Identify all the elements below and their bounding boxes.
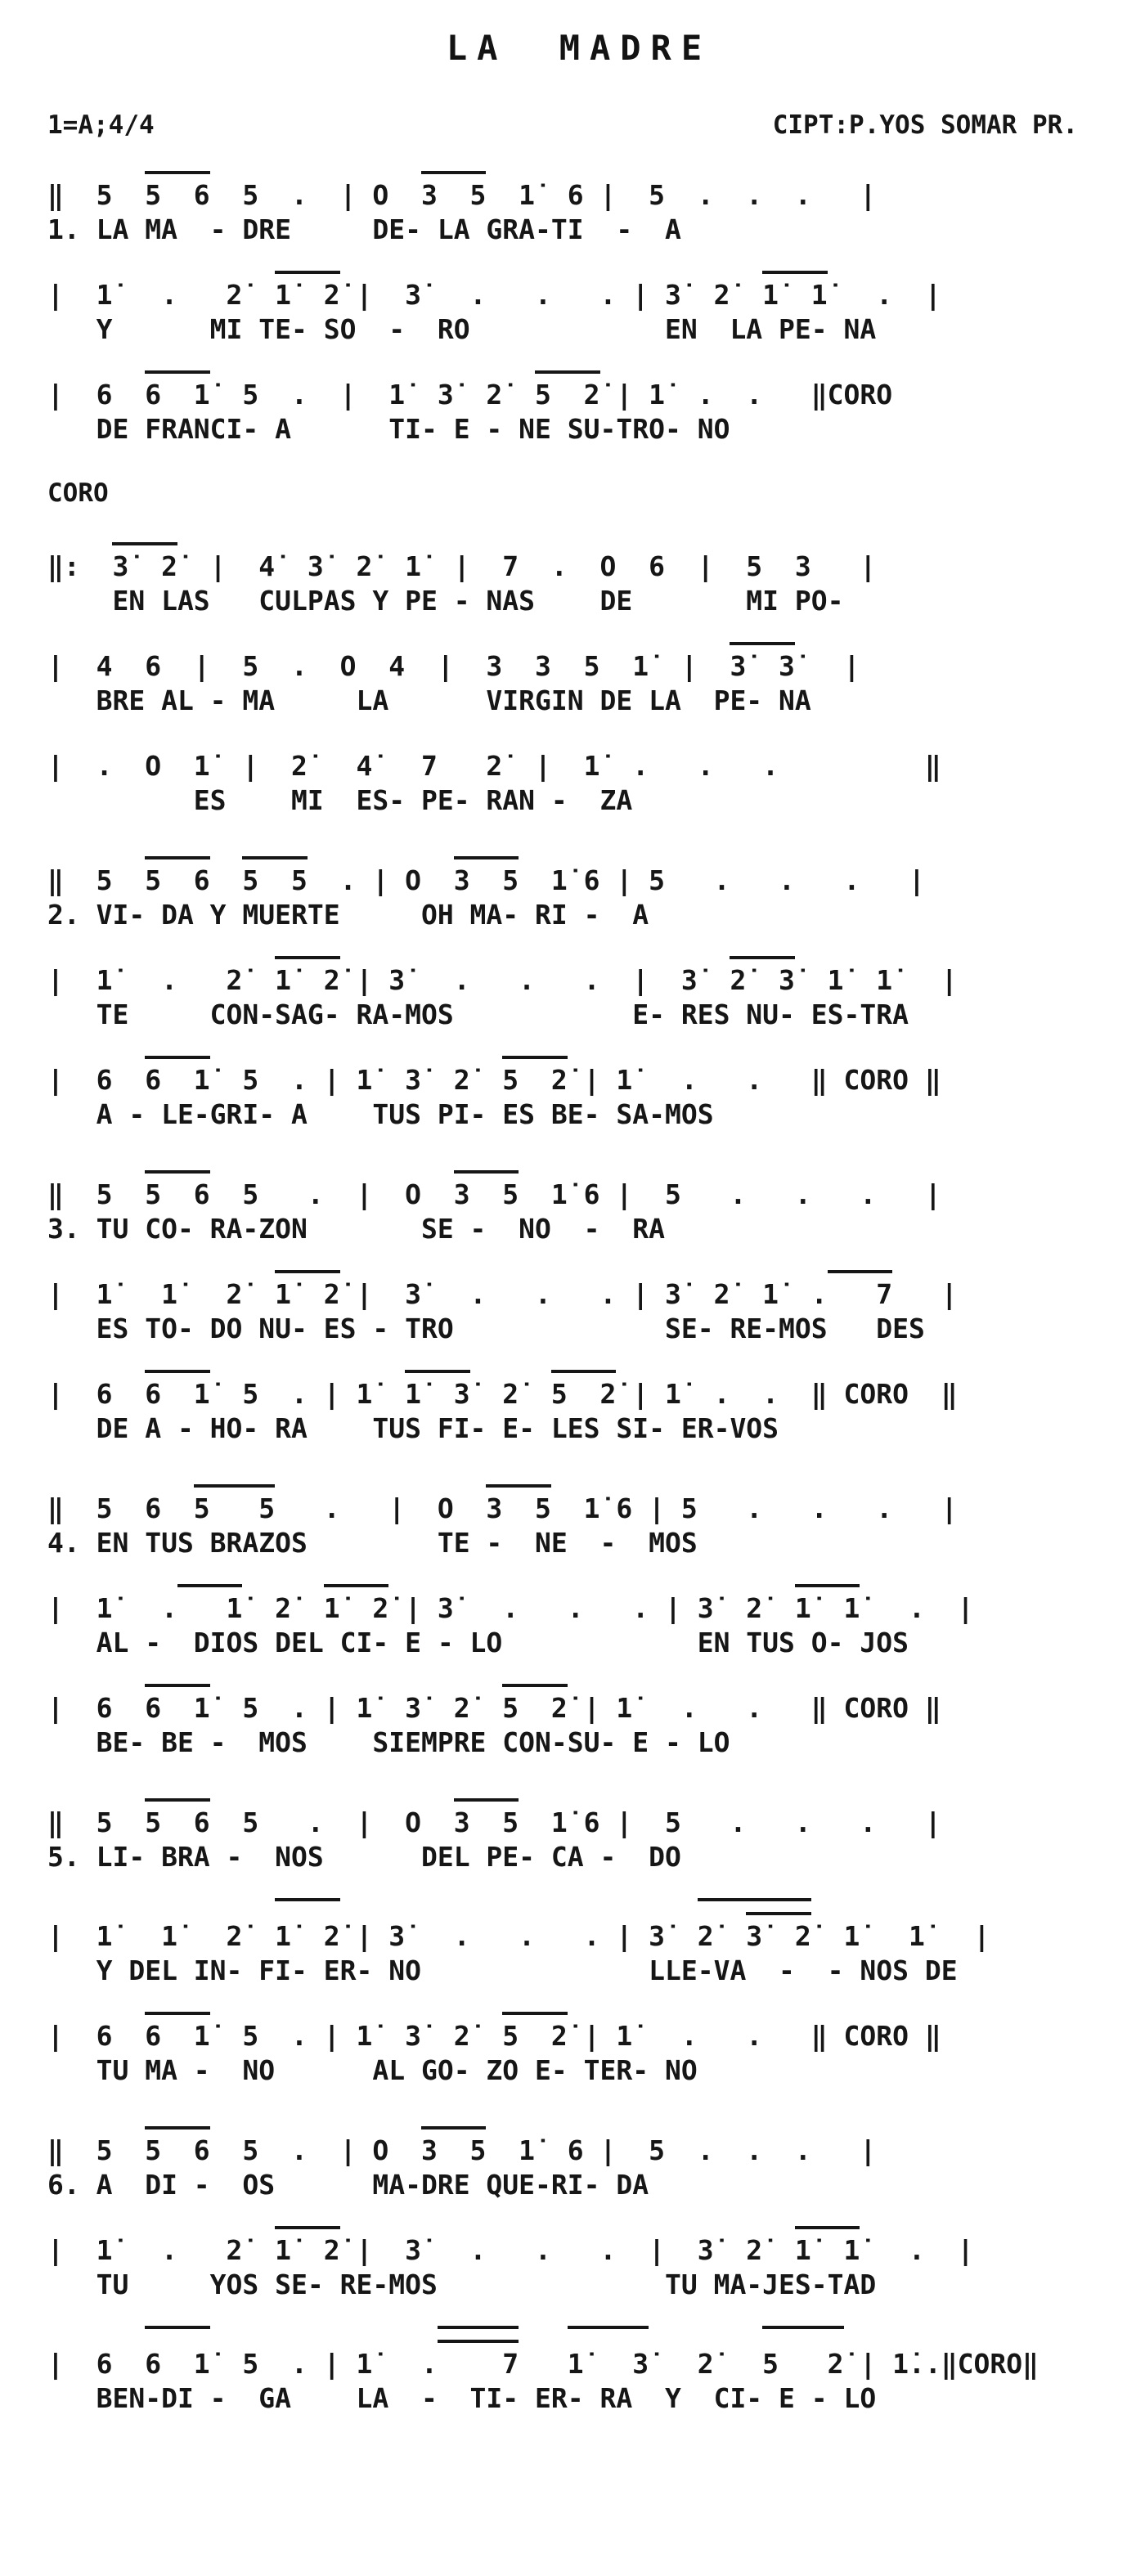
beam-row [47,536,1111,550]
notes-row: | 1̇ 1̇ 2̇ 1̇ 2̇ | 3̇ . . . | 3̇ 2̇ 3̇ 2̇ 1̇ 1̇ | [47,1920,990,1952]
beam-row [47,635,1111,649]
lyrics-row: 3. TU CO- RA-ZON SE - NO - RA [47,1213,665,1245]
verse-6-system-2 [47,2219,1111,2301]
lyrics-row: AL - DIOS DEL CI- E - LO EN TUS O- JOS [47,1627,909,1658]
beam-row [47,1049,1111,1063]
beam-line [828,1263,892,1273]
beam-line [177,1577,242,1587]
notes-row: | . O 1̇ | 2̇ 4̇ 7 2̇ | 1̇ . . . ‖ [47,750,941,782]
beam-row [47,2219,1111,2233]
lyrics-row: Y MI TE- SO - RO EN LA PE- NA [47,313,877,345]
beam-line [112,536,177,545]
verse-3-system-2 [47,1263,1111,1345]
beam-line [145,1677,209,1687]
notes-row: ‖ 5 5 6 5 . | O 3 5 1̇ 6 | 5 . . . | [47,1178,941,1210]
beam-row [47,264,1111,278]
beam-line [145,2120,209,2129]
verse-2 [47,850,1111,1131]
verse-2-system-1 [47,850,1111,931]
beam-line [145,164,209,174]
beam-line [438,2333,519,2343]
beam-line [454,1792,519,1802]
notes-row: | 6 6 1̇ 5 . | 1̇ 3̇ 2̇ 5 2̇ | 1̇ . . ‖CORO [47,379,893,411]
verse-4-system-1 [47,1478,1111,1560]
beam-line [145,1363,209,1373]
beam-line [242,850,307,859]
coro-system-2 [47,635,1111,717]
beam-line [145,850,209,859]
beam-row [47,2120,1111,2134]
beam-row [47,1677,1111,1691]
composer-credit: CIPT:P.YOS SOMAR PR. [772,110,1078,140]
lyrics-row: DE FRANCI- A TI- E - NE SU-TRO- NO [47,413,730,445]
lyrics-row: TU YOS SE- RE-MOS TU MA-JES-TAD [47,2269,877,2300]
lyrics-row: TU MA - NO AL GO- ZO E- TER- NO [47,2054,698,2086]
lyrics-row: 4. EN TUS BRAZOS TE - NE - MOS [47,1527,698,1559]
lyrics-row: ES TO- DO NU- ES - TRO SE- RE-MOS DES [47,1313,925,1344]
notes-row: | 4 6 | 5 . O 4 | 3 3 5 1̇ | 3̇ 3̇ | [47,650,860,682]
beam-row [47,735,1111,749]
beam-line [145,364,209,374]
lyrics-row: DE A - HO- RA TUS FI- E- LES SI- ER-VOS [47,1412,779,1444]
beam-line [194,1478,275,1488]
lyrics-row: BEN-DI - GA LA - TI- ER- RA Y CI- E - LO [47,2382,877,2414]
lyrics-row: 6. A DI - OS MA-DRE QUE-RI- DA [47,2169,649,2201]
beam-row [47,1263,1111,1277]
score [47,164,1111,2415]
coro-section-label: CORO [47,478,109,508]
lyrics-row: 2. VI- DA Y MUERTE OH MA- RI - A [47,899,649,931]
beam-line [535,364,599,374]
beam-line [421,164,486,174]
beam-line [145,1164,209,1174]
beam-row [47,1363,1111,1377]
lyrics-row: 1. LA MA - DRE DE- LA GRA-TI - A [47,213,681,245]
notes-row: | 1̇ . 2̇ 1̇ 2̇ | 3̇ . . . | 3̇ 2̇ 1̇ 1̇ . | [47,2234,974,2266]
beam-row [47,850,1111,864]
coro-system-3 [47,735,1111,817]
beam-row-secondary [47,1905,1111,1919]
notes-row: ‖ 5 5 6 5 . | O 3 5 1̇ 6 | 5 . . . | [47,1806,941,1838]
verse-1-system-1 [47,164,1111,246]
beam-line [795,2219,860,2229]
notes-row: ‖ 5 5 6 5 5 . | O 3 5 1̇ 6 | 5 . . . | [47,864,925,896]
beam-row [47,2005,1111,2019]
meta-row [47,110,1111,140]
verse-1 [47,164,1111,446]
beam-line [275,1263,339,1273]
notes-row: | 1̇ . 2̇ 1̇ 2̇ | 3̇ . . . | 3̇ 2̇ 3̇ 1̇ 1̇ | [47,964,958,996]
beam-line [762,264,827,274]
notes-row: | 6 6 1̇ 5 . | 1̇ 3̇ 2̇ 5 2̇ | 1̇ . . ‖ CORO ‖ [47,1692,941,1724]
notes-row: ‖ 5 6 5 5 . | O 3 5 1̇ 6 | 5 . . . | [47,1492,958,1524]
notes-row: | 6 6 1̇ 5 . | 1̇ . 7 1̇ 3̇ 2̇ 5 2̇ | 1̇..‖CORO‖ [47,2348,1039,2380]
lyrics-row: TE CON-SAG- RA-MOS E- RES NU- ES-TRA [47,999,909,1030]
beam-line [502,1677,567,1687]
lyrics-row: EN LAS CULPAS Y PE - NAS DE MI PO- [47,585,844,617]
song-title: LA MADRE [446,28,712,68]
verse-3 [47,1164,1111,1445]
notes-row: | 1̇ 1̇ 2̇ 1̇ 2̇ | 3̇ . . . | 3̇ 2̇ 1̇ . 7 | [47,1278,958,1310]
verse-2-system-3 [47,1049,1111,1131]
beam-line [746,1905,810,1915]
beam-row [47,949,1111,963]
beam-line [551,1363,616,1373]
verse-3-system-1 [47,1164,1111,1245]
beam-row-secondary [47,2333,1111,2347]
coro [47,478,1111,817]
beam-line [324,1577,388,1587]
beam-row [47,1164,1111,1178]
beam-line [502,1049,567,1059]
lyrics-row: BRE AL - MA LA VIRGIN DE LA PE- NA [47,684,811,716]
beam-line [145,1049,209,1059]
lyrics-row: ES MI ES- PE- RAN - ZA [47,784,633,816]
key-signature: 1=A;4/4 [47,110,155,140]
verse-4-system-2 [47,1577,1111,1659]
beam-line [145,1792,209,1802]
beam-line [502,2005,567,2015]
beam-line [421,2120,486,2129]
verse-5-system-2 [47,1892,1111,1987]
beam-line [405,1363,469,1373]
beam-row [47,164,1111,178]
beam-line [145,2005,209,2015]
verse-5-system-3 [47,2005,1111,2087]
beam-line [795,1577,860,1587]
beam-row [47,364,1111,378]
verse-5-system-1 [47,1792,1111,1874]
beam-row [47,1478,1111,1492]
notes-row: ‖: 3̇ 2̇ | 4̇ 3̇ 2̇ 1̇ | 7 . O 6 | 5 3 | [47,550,877,582]
notes-row: | 1̇ . 2̇ 1̇ 2̇ | 3̇ . . . | 3̇ 2̇ 1̇ 1̇ . | [47,279,941,311]
notes-row: | 6 6 1̇ 5 . | 1̇ 3̇ 2̇ 5 2̇ | 1̇ . . ‖ CORO ‖ [47,1064,941,1096]
beam-line [454,1164,519,1174]
verse-3-system-3 [47,1363,1111,1445]
verse-6-system-1 [47,2120,1111,2201]
notes-row: ‖ 5 5 6 5 . | O 3 5 1̇ 6 | 5 . . . | [47,2134,877,2166]
lyrics-row: BE- BE - MOS SIEMPRE CON-SU- E - LO [47,1726,730,1758]
verse-4-system-3 [47,1677,1111,1759]
verse-1-system-2 [47,264,1111,346]
beam-line [275,264,339,274]
notes-row: | 6 6 1̇ 5 . | 1̇ 1̇ 3̇ 2̇ 5 2̇ | 1̇ . . ‖ CORO ‖ [47,1378,958,1410]
beam-line [730,635,794,645]
notes-row: ‖ 5 5 6 5 . | O 3 5 1̇ 6 | 5 . . . | [47,179,877,211]
beam-row [47,1792,1111,1806]
coro-system-1 [47,536,1111,617]
beam-line [454,850,519,859]
verse-2-system-2 [47,949,1111,1031]
beam-line [275,2219,339,2229]
beam-row [47,1577,1111,1591]
verse-6-system-3 [47,2319,1111,2415]
beam-line [730,949,794,959]
verse-4 [47,1478,1111,1759]
lyrics-row: A - LE-GRI- A TUS PI- ES BE- SA-MOS [47,1098,714,1130]
lyrics-row: Y DEL IN- FI- ER- NO LLE-VA - - NOS DE [47,1954,958,1986]
beam-line [486,1478,550,1488]
verse-5 [47,1792,1111,2087]
notes-row: | 6 6 1̇ 5 . | 1̇ 3̇ 2̇ 5 2̇ | 1̇ . . ‖ CORO ‖ [47,2020,941,2052]
lyrics-row: 5. LI- BRA - NOS DEL PE- CA - DO [47,1841,681,1873]
notes-row: | 1̇ . 1̇ 2̇ 1̇ 2̇ | 3̇ . . . | 3̇ 2̇ 1̇ 1̇ . | [47,1592,974,1624]
verse-6 [47,2120,1111,2415]
beam-line [275,949,339,959]
verse-1-system-3 [47,364,1111,446]
